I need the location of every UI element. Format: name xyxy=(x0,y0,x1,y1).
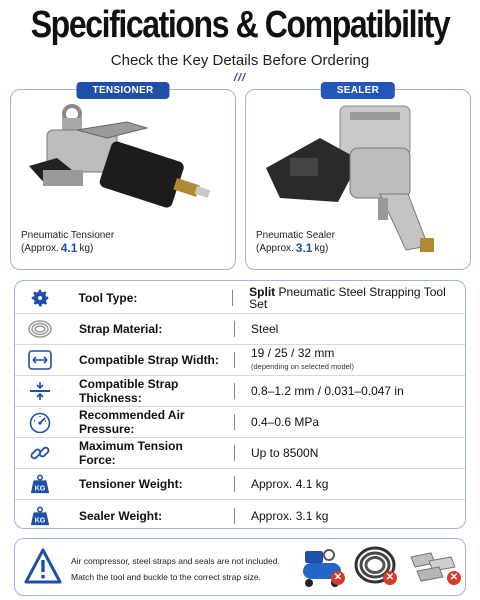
cross-icon: ✕ xyxy=(383,571,397,585)
spec-label: Compatible Strap Width: xyxy=(79,353,219,367)
spec-value-text: Pneumatic Steel Strapping Tool Set xyxy=(249,285,446,311)
spec-label: Recommended Air Pressure: xyxy=(79,408,185,436)
sealer-tag: SEALER xyxy=(321,82,395,99)
notice-text xyxy=(71,553,280,585)
strap-coil-icon xyxy=(28,320,52,338)
tensioner-unit: kg) xyxy=(79,243,94,254)
steel-strap-item xyxy=(353,543,397,594)
seals-item xyxy=(407,543,461,594)
gear-icon xyxy=(29,287,51,309)
sealer-card xyxy=(245,85,471,270)
thickness-icon xyxy=(29,381,51,401)
spec-label: Strap Material: xyxy=(79,322,163,336)
air-compressor-item xyxy=(299,543,345,594)
tensioner-card xyxy=(10,85,236,270)
spec-row-tension-force xyxy=(15,438,465,469)
warning-icon xyxy=(23,547,63,585)
spec-value-text: 19 / 25 / 32 mm xyxy=(251,346,335,360)
notice-line-2: Match the tool and buckle to the correct strap size. xyxy=(71,572,261,582)
spec-value: 0.4–0.6 MPa xyxy=(251,415,320,429)
chain-link-icon xyxy=(29,442,51,464)
spec-label: Tensioner Weight: xyxy=(79,477,183,491)
spec-label: Compatible Strap Thickness: xyxy=(79,377,179,405)
sealer-approx: (Approx. xyxy=(256,243,294,254)
kg-weight-icon xyxy=(29,505,51,527)
spec-row-air-pressure xyxy=(15,407,465,438)
spec-value xyxy=(233,286,465,310)
tensioner-approx: (Approx. xyxy=(21,243,59,254)
cross-icon: ✕ xyxy=(447,571,461,585)
tensioner-image xyxy=(17,100,231,230)
kg-weight-icon xyxy=(29,473,51,495)
sealer-unit: kg) xyxy=(314,243,329,254)
spec-value: Approx. 3.1 kg xyxy=(251,508,329,523)
sealer-name: Pneumatic Sealer xyxy=(256,230,335,241)
spec-value-note: (depending on selected model) xyxy=(251,362,354,371)
spec-row-tool-type xyxy=(15,283,465,314)
spec-label: Maximum Tension Force: xyxy=(79,439,183,467)
width-arrows-icon xyxy=(28,350,52,370)
tensioner-name: Pneumatic Tensioner xyxy=(21,230,115,241)
spec-value: Approx. 4.1 kg xyxy=(251,477,329,491)
spec-row-tensioner-weight xyxy=(15,469,465,500)
sealer-caption xyxy=(256,229,335,255)
spec-label: Tool Type: xyxy=(78,291,138,305)
sealer-weight: 3.1 xyxy=(295,241,313,255)
page-title: Specifications & Compatibility xyxy=(30,2,450,46)
spec-value-strong: Split xyxy=(249,285,276,299)
pressure-gauge-icon xyxy=(28,411,52,433)
spec-value xyxy=(235,347,354,373)
spec-label: Sealer Weight: xyxy=(79,508,163,523)
title-divider: /// xyxy=(233,72,247,84)
svg-text:KG: KG xyxy=(34,483,46,493)
spec-value: 0.8–1.2 mm / 0.031–0.047 in xyxy=(251,384,404,398)
svg-text:KG: KG xyxy=(34,514,46,524)
spec-value: Up to 8500N xyxy=(251,446,319,460)
spec-row-strap-material xyxy=(15,314,465,345)
page-subtitle: Check the Key Details Before Ordering xyxy=(110,52,370,69)
notice-line-1: Air compressor, steel straps and seals are not included. xyxy=(71,556,280,566)
tensioner-weight: 4.1 xyxy=(60,241,78,255)
cross-icon: ✕ xyxy=(331,571,345,585)
spec-row-sealer-weight xyxy=(15,500,465,531)
spec-row-strap-thickness xyxy=(15,376,465,407)
spec-value: Steel xyxy=(251,322,279,336)
tensioner-caption xyxy=(21,229,114,255)
not-included-notice xyxy=(14,538,466,596)
specs-table xyxy=(14,280,466,529)
spec-row-strap-width xyxy=(15,345,465,376)
tensioner-tag: TENSIONER xyxy=(76,82,169,99)
